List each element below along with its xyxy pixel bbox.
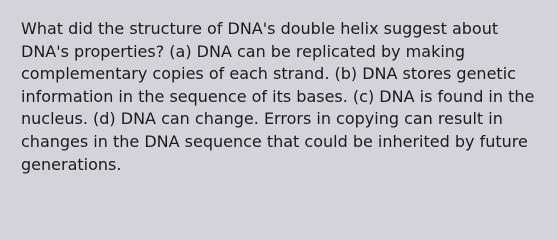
question-text-line-6: changes in the DNA sequence that could be inherited by future [21,131,528,151]
question-text-line-4: information in the sequence of its bases. (c) DNA is found in the [21,86,535,106]
question-text-line-5: nucleus. (d) DNA can change. Errors in copying can result in [21,109,503,129]
question-text-line-7: generations. [21,154,122,174]
question-text-line-3: complementary copies of each strand. (b) DNA stores genetic [21,64,516,84]
question-text-line-2: DNA's properties? (a) DNA can be replicated by making [21,41,466,61]
question-text-line-1: What did the structure of DNA's double helix suggest about [21,19,499,38]
